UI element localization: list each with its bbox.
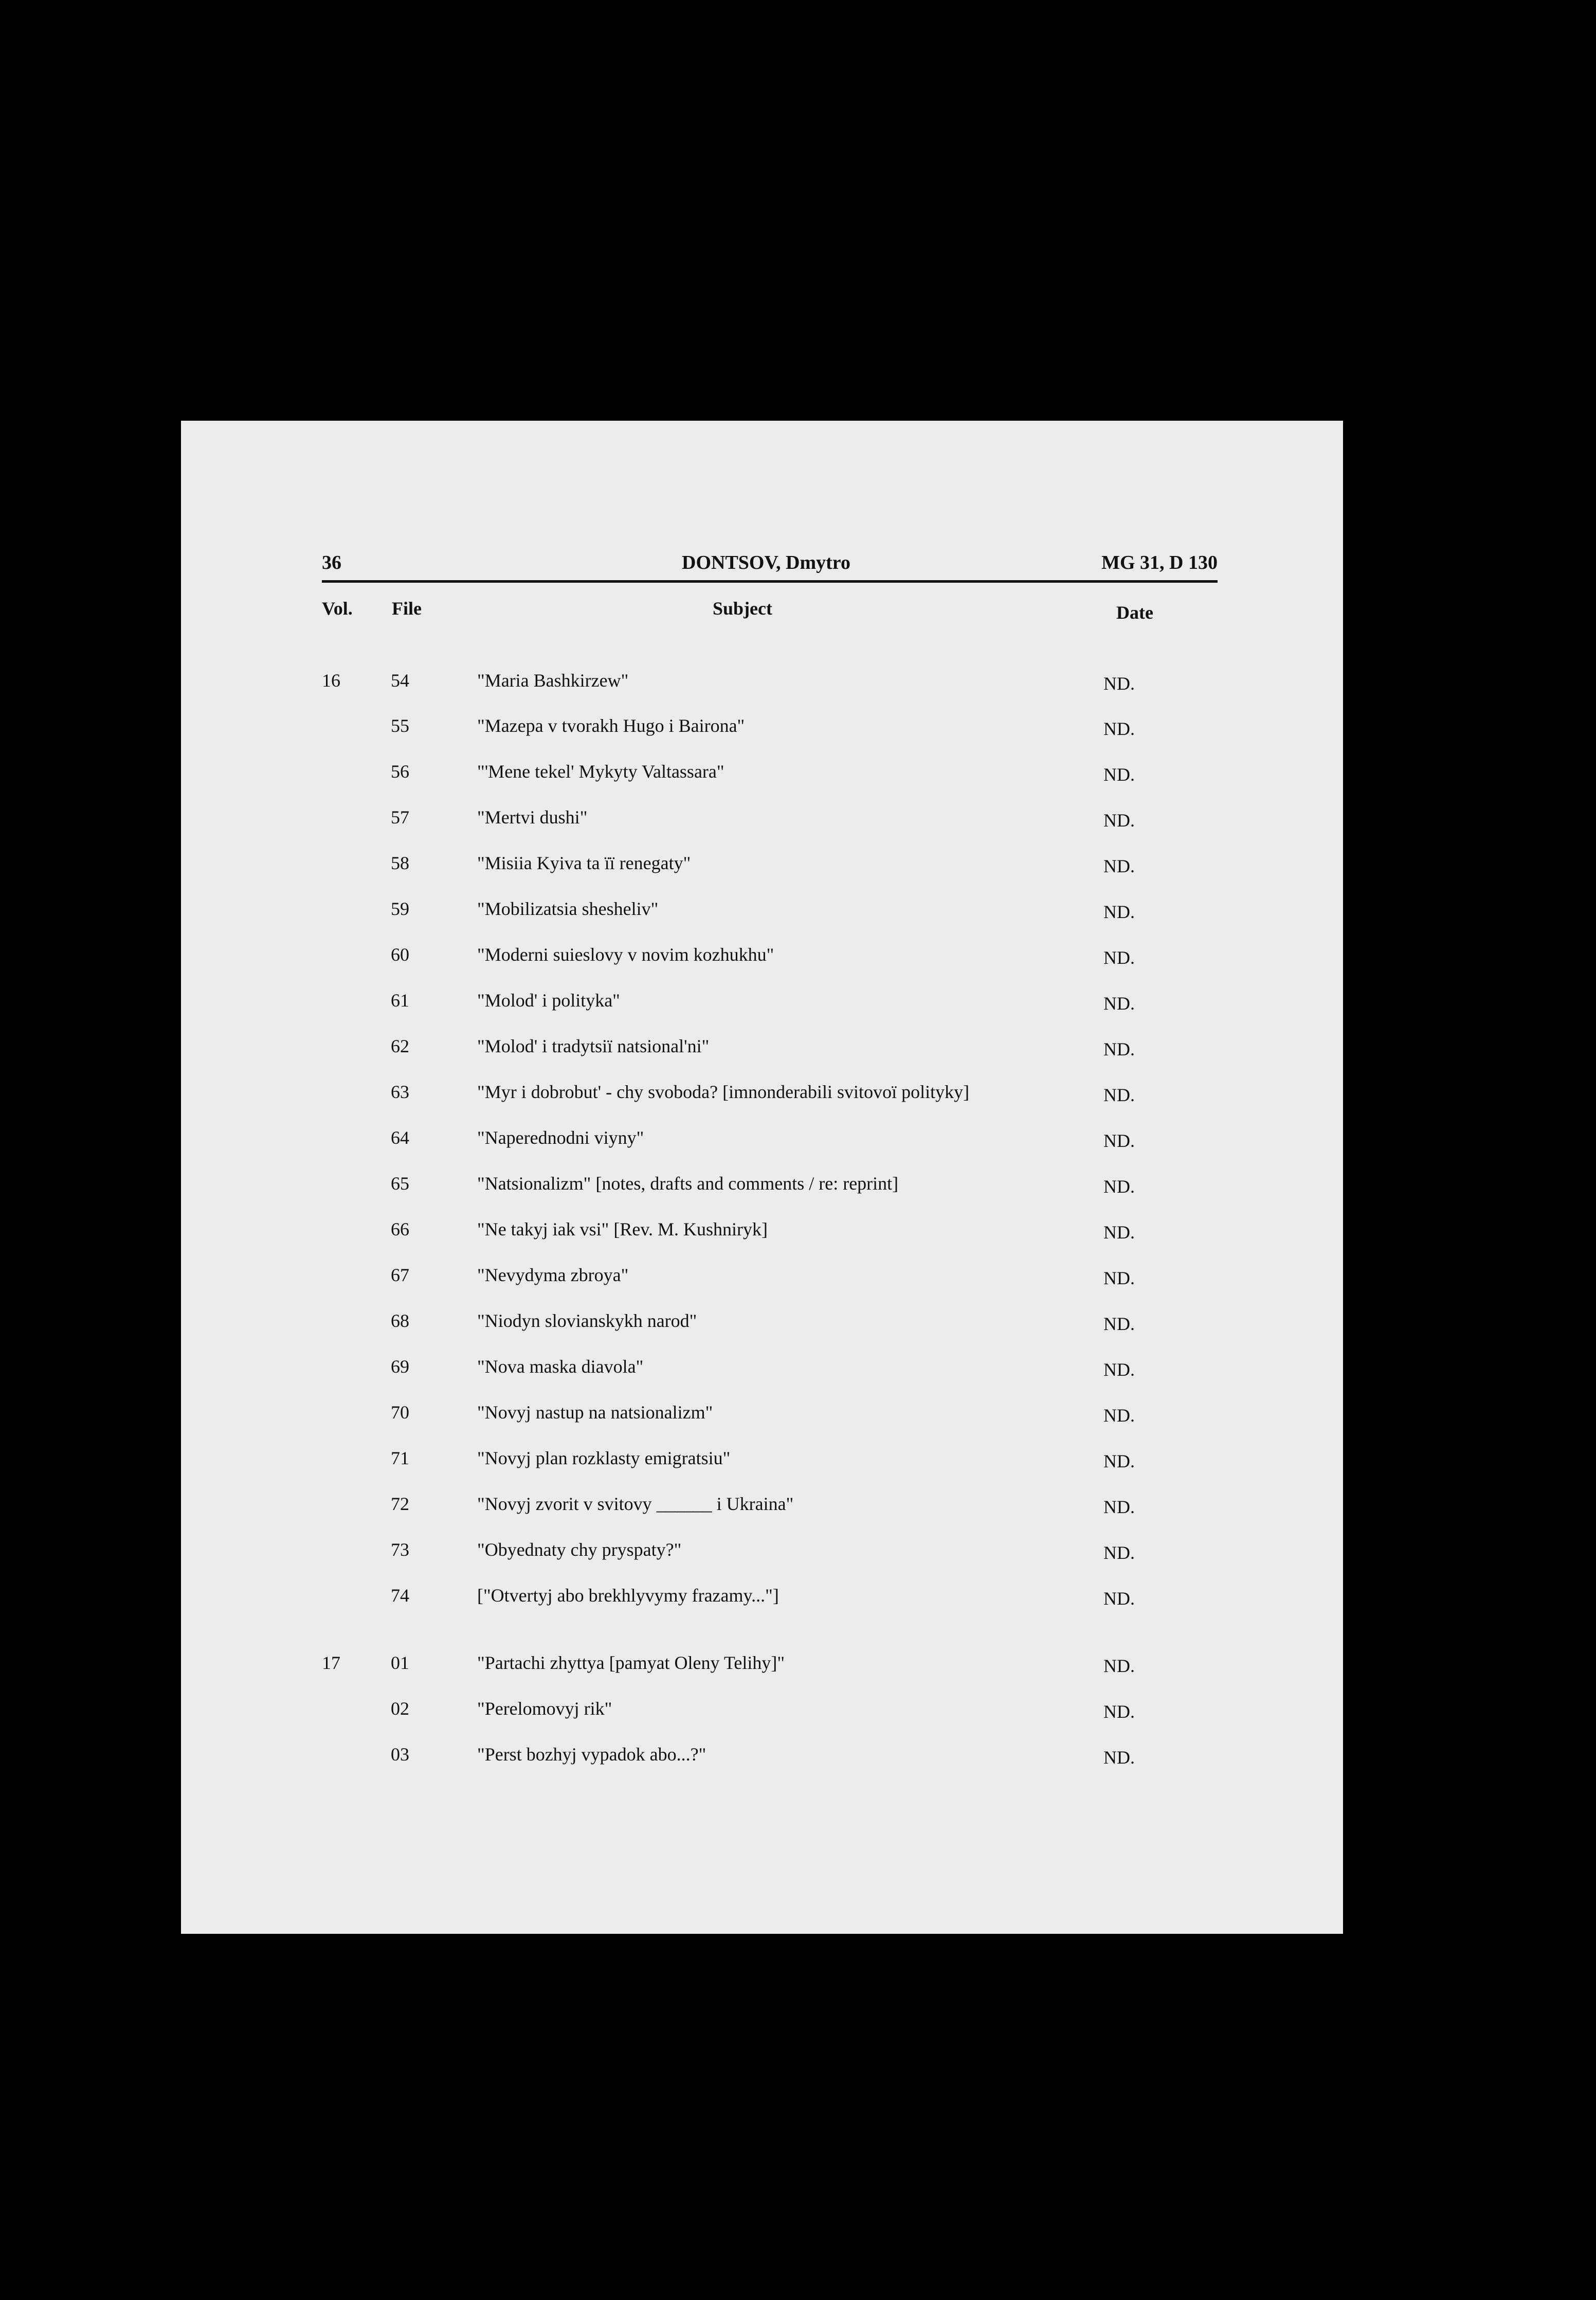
row-date: ND. xyxy=(1103,1588,1135,1609)
row-date: ND. xyxy=(1103,902,1135,922)
row-subject: "Novyj zvorit v svitovy ______ i Ukraina" xyxy=(477,1494,794,1514)
row-subject: "Obyednaty chy pryspaty?" xyxy=(477,1539,682,1560)
row-date: ND. xyxy=(1103,1747,1135,1768)
row-date: ND. xyxy=(1103,1085,1135,1105)
list-item xyxy=(322,944,1218,975)
page-header xyxy=(322,551,1218,582)
list-item xyxy=(322,1698,1218,1729)
page-number: 36 xyxy=(322,552,341,573)
row-date: ND. xyxy=(1103,1222,1135,1243)
column-header-file: File xyxy=(392,598,422,619)
row-file: 67 xyxy=(391,1265,409,1285)
row-date: ND. xyxy=(1103,1130,1135,1151)
column-header-date: Date xyxy=(1116,602,1153,623)
column-header-vol: Vol. xyxy=(322,598,353,619)
list-item xyxy=(322,1447,1218,1478)
row-file: 02 xyxy=(391,1698,409,1719)
row-file: 66 xyxy=(391,1219,409,1239)
row-date: ND. xyxy=(1103,1451,1135,1471)
row-date: ND. xyxy=(1103,947,1135,968)
list-item xyxy=(322,1652,1218,1683)
row-subject: "Perelomovyj rik" xyxy=(477,1698,612,1719)
row-date: ND. xyxy=(1103,1497,1135,1517)
row-date: ND. xyxy=(1103,764,1135,785)
row-date: ND. xyxy=(1103,1359,1135,1380)
page-title: DONTSOV, Dmytro xyxy=(682,552,850,573)
row-date: ND. xyxy=(1103,1314,1135,1334)
row-subject: "Misiia Kyiva ta ïï renegaty" xyxy=(477,853,691,873)
row-subject: "Partachi zhyttya [pamyat Oleny Telihy]" xyxy=(477,1652,785,1673)
row-file: 72 xyxy=(391,1494,409,1514)
list-item xyxy=(322,852,1218,883)
list-item xyxy=(322,1356,1218,1387)
row-date: ND. xyxy=(1103,1176,1135,1197)
row-file: 68 xyxy=(391,1310,409,1331)
row-subject: "Nova maska diavola" xyxy=(477,1356,644,1377)
row-subject: "Naperednodni viyny" xyxy=(477,1127,644,1148)
row-file: 57 xyxy=(391,807,409,828)
document-page xyxy=(181,421,1343,1934)
row-subject: "Perst bozhyj vypadok abo...?" xyxy=(477,1744,706,1765)
row-file: 03 xyxy=(391,1744,409,1765)
row-date: ND. xyxy=(1103,1656,1135,1676)
row-file: 70 xyxy=(391,1402,409,1423)
row-subject: "Mobilizatsia shesheliv" xyxy=(477,899,659,919)
row-subject: "Myr i dobrobut' - chy svoboda? [imnonderabili svitovoï polityky] xyxy=(477,1082,970,1102)
row-date: ND. xyxy=(1103,1268,1135,1288)
row-subject: ["Otvertyj abo brekhlyvymy frazamy..."] xyxy=(477,1585,779,1606)
list-item xyxy=(322,1401,1218,1432)
row-file: 55 xyxy=(391,715,409,736)
row-vol: 17 xyxy=(322,1652,340,1673)
list-item xyxy=(322,715,1218,746)
row-file: 65 xyxy=(391,1173,409,1194)
row-date: ND. xyxy=(1103,1701,1135,1722)
row-file: 62 xyxy=(391,1036,409,1056)
row-file: 56 xyxy=(391,761,409,782)
row-file: 63 xyxy=(391,1082,409,1102)
list-item xyxy=(322,806,1218,837)
list-item xyxy=(322,761,1218,792)
column-header-subject: Subject xyxy=(713,598,772,619)
row-subject: "Moderni suieslovy v novim kozhukhu" xyxy=(477,944,774,965)
list-item xyxy=(322,670,1218,700)
row-date: ND. xyxy=(1103,810,1135,831)
list-item xyxy=(322,1127,1218,1158)
row-file: 74 xyxy=(391,1585,409,1606)
row-date: ND. xyxy=(1103,1405,1135,1426)
row-date: ND. xyxy=(1103,718,1135,739)
row-file: 64 xyxy=(391,1127,409,1148)
row-subject: "Ne takyj iak vsi" [Rev. M. Kushniryk] xyxy=(477,1219,768,1239)
row-subject: "Niodyn slovianskykh narod" xyxy=(477,1310,697,1331)
row-subject: "Novyj plan rozklasty emigratsiu" xyxy=(477,1448,731,1468)
list-item xyxy=(322,1744,1218,1774)
row-file: 01 xyxy=(391,1652,409,1673)
row-subject: "Mertvi dushi" xyxy=(477,807,588,828)
row-subject: "Molod' i tradytsiï natsional'ni" xyxy=(477,1036,710,1056)
list-item xyxy=(322,898,1218,929)
row-file: 71 xyxy=(391,1448,409,1468)
row-subject: "Maria Bashkirzew" xyxy=(477,670,629,691)
header-rule xyxy=(322,580,1218,583)
column-headers xyxy=(322,598,1218,628)
row-file: 58 xyxy=(391,853,409,873)
row-subject: "Mazepa v tvorakh Hugo i Bairona" xyxy=(477,715,745,736)
row-date: ND. xyxy=(1103,1542,1135,1563)
row-file: 69 xyxy=(391,1356,409,1377)
row-file: 59 xyxy=(391,899,409,919)
row-vol: 16 xyxy=(322,670,340,691)
list-item xyxy=(322,990,1218,1020)
list-item xyxy=(322,1585,1218,1615)
list-item xyxy=(322,1539,1218,1570)
row-file: 54 xyxy=(391,670,409,691)
row-date: ND. xyxy=(1103,1039,1135,1059)
list-item xyxy=(322,1264,1218,1295)
row-date: ND. xyxy=(1103,673,1135,694)
list-item xyxy=(322,1493,1218,1524)
row-date: ND. xyxy=(1103,856,1135,876)
row-subject: "Natsionalizm" [notes, drafts and comments / re: reprint] xyxy=(477,1173,899,1194)
list-item xyxy=(322,1173,1218,1203)
list-item xyxy=(322,1310,1218,1341)
row-file: 61 xyxy=(391,990,409,1011)
list-item xyxy=(322,1218,1218,1249)
list-item xyxy=(322,1035,1218,1066)
row-subject: "'Mene tekel' Mykyty Valtassara" xyxy=(477,761,724,782)
row-subject: "Molod' i polityka" xyxy=(477,990,620,1011)
row-subject: "Novyj nastup na natsionalizm" xyxy=(477,1402,713,1423)
row-date: ND. xyxy=(1103,993,1135,1014)
row-file: 60 xyxy=(391,944,409,965)
row-file: 73 xyxy=(391,1539,409,1560)
row-subject: "Nevydyma zbroya" xyxy=(477,1265,629,1285)
list-item xyxy=(322,1081,1218,1112)
reference-number: MG 31, D 130 xyxy=(1101,552,1218,573)
